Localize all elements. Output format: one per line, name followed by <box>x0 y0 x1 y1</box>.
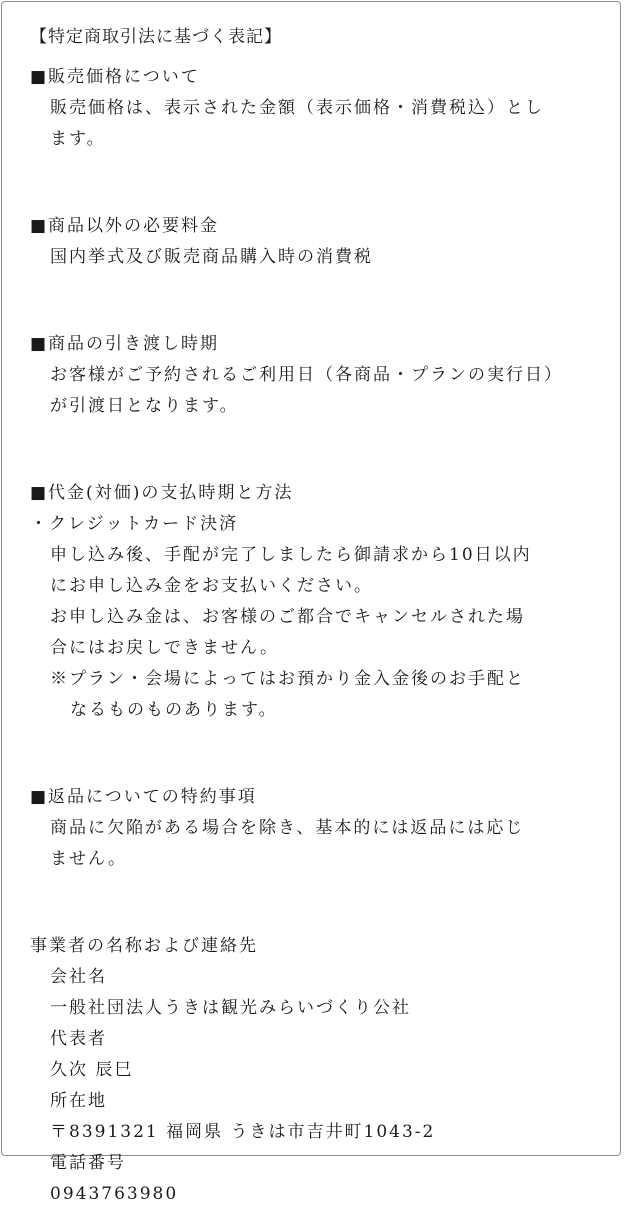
note-text: なるものものあります。 <box>70 700 278 720</box>
body-text: お客様がご予約されるご利用日（各商品・プランの実行日） <box>50 365 563 385</box>
body-text: 申し込み後、手配が完了しましたら御請求から10日以内 <box>50 545 532 565</box>
representative-label: 代表者 <box>50 1029 107 1049</box>
body-text: が引渡日となります。 <box>50 396 239 416</box>
section-business <box>30 931 600 1210</box>
section-price <box>30 62 600 155</box>
section-spacer <box>30 726 600 782</box>
section-heading: ■商品以外の必要料金 <box>30 216 220 236</box>
body-text: 販売価格は、表示された金額（表示価格・消費税込）とし <box>50 98 544 118</box>
note-text: ※プラン・会場によってはお預かり金入金後のお手配と <box>50 669 525 689</box>
section-heading: ■返品についての特約事項 <box>30 787 257 807</box>
page-title: 【特定商取引法に基づく表記】 <box>30 27 282 47</box>
address: 〒8391321 福岡県 うきは市吉井町1043-2 <box>50 1122 436 1142</box>
section-heading: ■販売価格について <box>30 67 200 87</box>
body-text: ません。 <box>50 849 128 869</box>
body-text: ます。 <box>50 129 106 149</box>
body-text: 商品に欠陥がある場合を除き、基本的には返品には応じ <box>50 818 525 838</box>
section-spacer <box>30 422 600 478</box>
body-text: お申し込み金は、お客様のご都合でキャンセルされた場 <box>50 607 525 627</box>
body-text: 合にはお戻しできません。 <box>50 638 280 658</box>
section-heading: 事業者の名称および連絡先 <box>30 936 258 956</box>
address-label: 所在地 <box>50 1091 107 1111</box>
phone-number: 0943763980 <box>50 1184 179 1204</box>
section-returns <box>30 782 600 875</box>
section-spacer <box>30 875 600 931</box>
section-spacer <box>30 273 600 329</box>
phone-label: 電話番号 <box>50 1153 126 1173</box>
company-name: 一般社団法人うきは観光みらいづくり公社 <box>50 998 411 1018</box>
section-spacer <box>30 155 600 211</box>
body-text: にお申し込み金をお支払いください。 <box>50 576 373 596</box>
payment-method: ・クレジットカード決済 <box>30 514 239 534</box>
section-payment <box>30 478 600 726</box>
legal-notice <box>30 22 600 1210</box>
body-text: 国内挙式及び販売商品購入時の消費税 <box>50 247 373 267</box>
section-heading: ■代金(対価)の支払時期と方法 <box>30 483 294 503</box>
section-heading: ■商品の引き渡し時期 <box>30 334 220 354</box>
section-other-fees <box>30 211 600 273</box>
representative-name: 久次 辰巳 <box>50 1060 134 1080</box>
company-label: 会社名 <box>50 967 107 987</box>
section-delivery <box>30 329 600 422</box>
